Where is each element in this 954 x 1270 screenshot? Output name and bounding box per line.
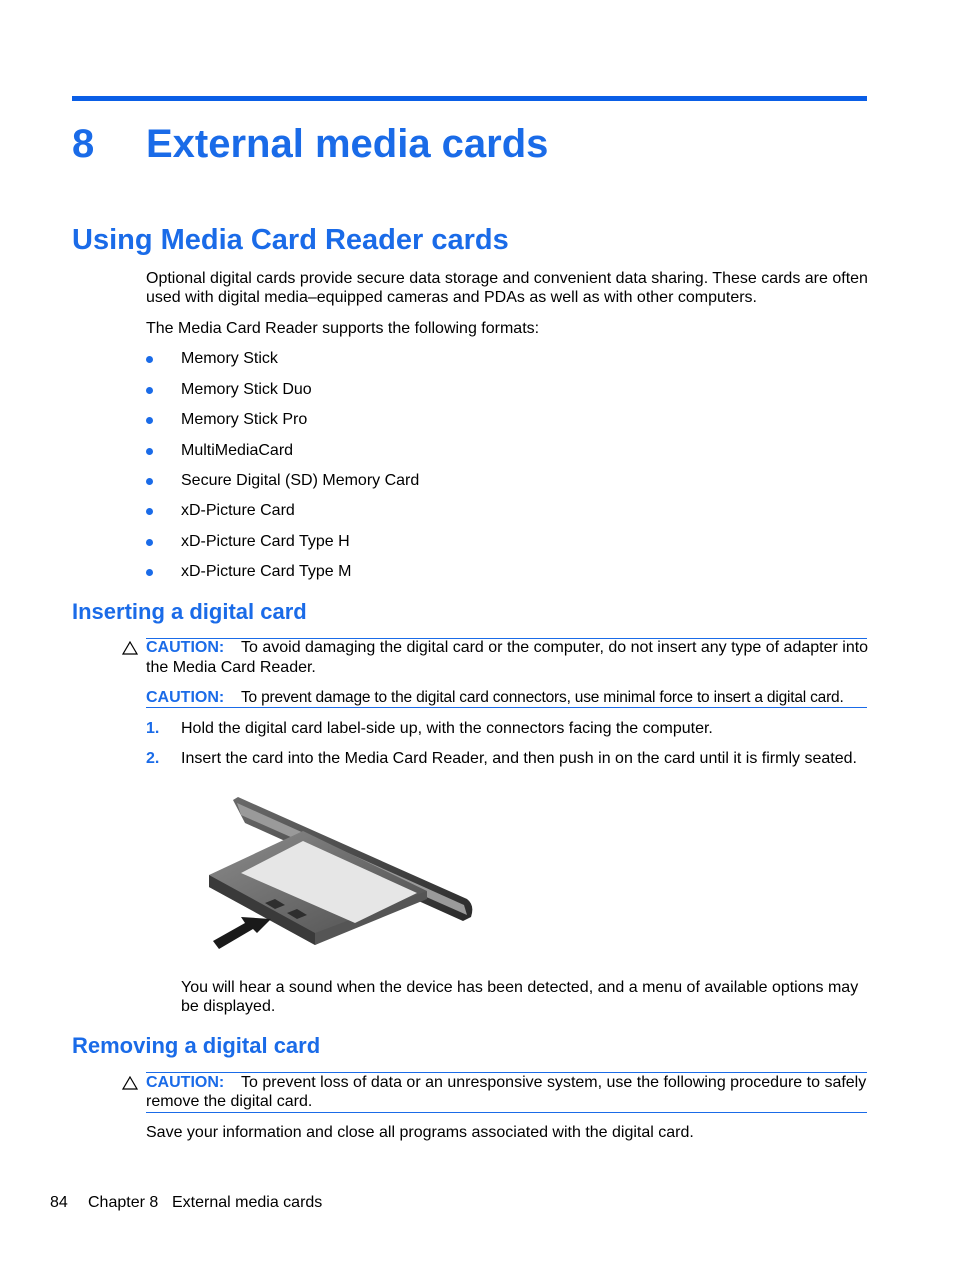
caution-rule xyxy=(146,1112,867,1113)
list-item: Memory Stick Duo xyxy=(181,381,312,398)
bullet-icon xyxy=(146,508,153,515)
bullet-icon xyxy=(146,387,153,394)
caution-label: CAUTION: xyxy=(146,1074,225,1091)
caution-text-line-2: remove the digital card. xyxy=(146,1093,313,1110)
page-number: 84 xyxy=(50,1194,68,1211)
bullet-icon xyxy=(146,539,153,546)
caution-triangle-icon xyxy=(122,641,138,655)
footer-chapter: Chapter 8 xyxy=(88,1194,159,1211)
bullet-icon xyxy=(146,478,153,485)
intro-line-2: used with digital media–equipped cameras and PDAs as well as with other computers. xyxy=(146,289,757,306)
section-title: Using Media Card Reader cards xyxy=(72,224,509,256)
removing-title: Removing a digital card xyxy=(72,1033,321,1058)
caution-text: To prevent damage to the digital card connectors, use minimal force to insert a digital card. xyxy=(241,689,844,706)
step-text: Hold the digital card label-side up, with the connectors facing the computer. xyxy=(181,720,713,737)
list-item: xD-Picture Card Type H xyxy=(181,533,350,550)
chapter-number: 8 xyxy=(72,122,95,166)
caution-text-line-2: the Media Card Reader. xyxy=(146,659,316,676)
list-item: Memory Stick Pro xyxy=(181,411,308,428)
list-item: Secure Digital (SD) Memory Card xyxy=(181,472,420,489)
chapter-top-rule xyxy=(72,96,867,101)
step-text: Insert the card into the Media Card Reader, and then push in on the card until it is firmly seated. xyxy=(181,750,857,767)
bullet-icon xyxy=(146,569,153,576)
intro-line-1: Optional digital cards provide secure data storage and convenient data sharing. These cards are often xyxy=(146,270,868,287)
caution-text-line-1: To avoid damaging the digital card or the computer, do not insert any type of adapter into xyxy=(241,639,869,656)
list-item: Memory Stick xyxy=(181,350,278,367)
card-insertion-illustration xyxy=(205,795,477,955)
list-item: xD-Picture Card Type M xyxy=(181,563,352,580)
chapter-title: External media cards xyxy=(146,122,549,166)
caution-rule xyxy=(146,707,867,708)
step-number: 2. xyxy=(146,750,160,767)
caution-label: CAUTION: xyxy=(146,639,225,656)
list-item: MultiMediaCard xyxy=(181,442,294,459)
caution-triangle-icon xyxy=(122,1076,138,1090)
after-text-line-1: You will hear a sound when the device has been detected, and a menu of available options may xyxy=(181,979,859,996)
caution-label: CAUTION: xyxy=(146,689,225,706)
bullet-icon xyxy=(146,356,153,363)
bullet-icon xyxy=(146,448,153,455)
footer-title: External media cards xyxy=(172,1194,323,1211)
after-text-line-2: be displayed. xyxy=(181,998,276,1015)
removing-text: Save your information and close all programs associated with the digital card. xyxy=(146,1124,694,1141)
caution-text-line-1: To prevent loss of data or an unresponsive system, use the following procedure to safely xyxy=(241,1074,867,1091)
inserting-title: Inserting a digital card xyxy=(72,599,307,624)
list-item: xD-Picture Card xyxy=(181,502,295,519)
formats-intro: The Media Card Reader supports the following formats: xyxy=(146,320,540,337)
step-number: 1. xyxy=(146,720,160,737)
bullet-icon xyxy=(146,417,153,424)
